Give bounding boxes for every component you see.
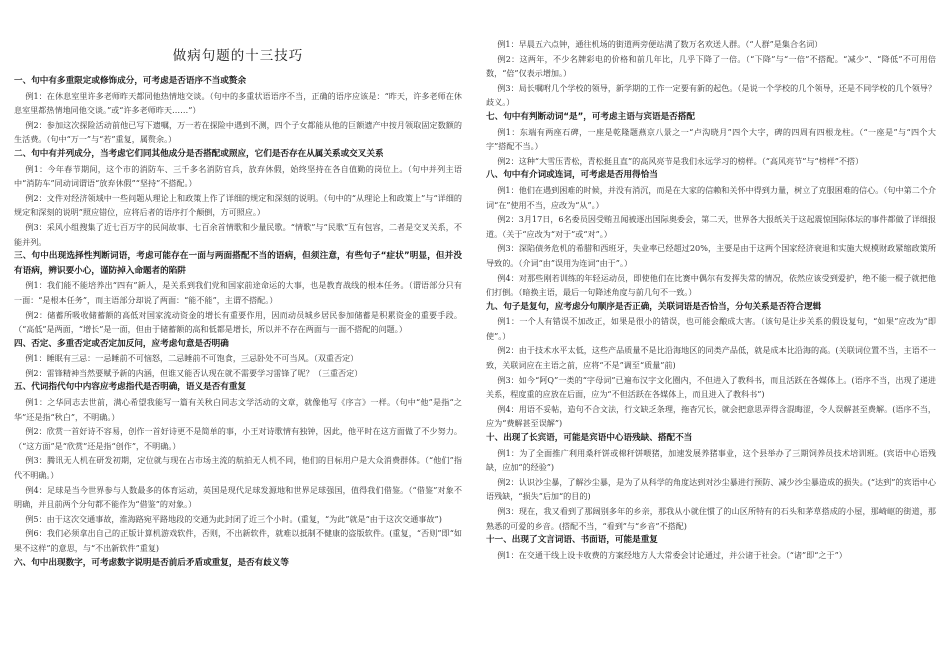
- section-heading: 十一、出现了文言词语、书面语，可能是重复: [486, 535, 658, 546]
- section-heading: 九、句子是复句，应考虑分句顺序是否正确，关联词语是否恰当，分句关系是否符合逻辑: [486, 301, 822, 312]
- example-paragraph: 例1：东端有两座石碑，一座是乾隆题燕京八景之一“卢沟晓月”四个大字，碑的四周有四根龙柱。（“一座是”与“四个大字”搭配不当。）: [486, 126, 936, 152]
- example-paragraph: 例1：一个人有错误不加改正，如果是很小的错误，也可能会酿成大害。（该句是让步关系的假设复句，“如果”应改为“即使”。）: [486, 316, 936, 341]
- example-paragraph: 例1：为了全面推广利用桑秆饼或棉秆饼喂猪，加速发展养猪事业，这个县举办了三期饲养员技术培训班。(宾语中心语残缺，应加“的经验”): [486, 447, 936, 473]
- example-paragraph: 例2：雷锋精神当然要赋予新的内涵，但谁又能否认现在就不需要学习雷锋了呢？（三重否定）: [25, 367, 363, 378]
- example-paragraph: 例2：参加这次探险活动前他已写下遗嘱，万一若在探险中遇到不测，四个子女都能从他的巨额遗产中按月领取固定数额的生活费。（句中“万一”与“若”重复，属赘余。）: [14, 119, 462, 145]
- example-paragraph: 例1：睡眠有三忌：一忌睡前不可恼怒，二忌睡前不可饱食，三忌卧处不可当风。（双重否定）: [25, 353, 359, 364]
- example-paragraph: 例1：我们能不能培养出“四有”新人，是关系到我们党和国家前途命运的大事，也是教育战线的根本任务。（谓语部分只有一面：“是根本任务”，而主语部分却说了两面：“能不能”，主谓不搭配。）: [14, 280, 462, 305]
- example-paragraph: 例1：早晨五六点钟，通往机场的街道两旁便站满了数万名欢送人群。（“人群”是集合名词）: [497, 39, 823, 49]
- section-heading: 三、句中出现选择性判断词语，考虑可能存在一面与两面搭配不当的语病，但须注意，有些句子“症状”明显，但并没有语病，辨识要小心，谨防掉入命题者的陷阱: [14, 251, 462, 276]
- example-paragraph: 例4：足球是当今世界参与人数最多的体育运动，英国是现代足球发源地和世界足球强国，值得我们借鉴。（“借鉴”对象不明确，并且前两个分句都不能作为“借鉴”的对象。）: [14, 484, 462, 510]
- example-paragraph: 例4：用语不妥帖，造句不合文法，行文缺乏条理，拖杳冗长，就会把意思弄得含混晦涩，令人误解甚至费解。(语序不当，应为“费解甚至误解”): [486, 403, 936, 429]
- example-paragraph: 例5：由于这次交通事故，淮海路宛平路地段的交通为此封闭了近三个小时。(重复，“为此”就是“由于这次交通事故”): [25, 513, 442, 524]
- example-paragraph: 例2：这种“大雪压青松，青松挺且直”的高风亮节是我们永远学习的榜样。（“高风亮节”与“榜样”不搭）: [497, 155, 864, 166]
- section-heading: 十、出现了长宾语，可能是宾语中心语残缺、搭配不当: [486, 433, 693, 444]
- section-heading: 六、句中出现数字，可考虑数字说明是否前后矛盾或重复，是否有歧义等: [14, 557, 290, 568]
- right-column: [486, 0, 936, 671]
- document-title: 做病句题的十三技巧: [172, 48, 304, 64]
- section-heading: 四、否定、多重否定或否定加反问，应考虑句意是否明确: [14, 338, 229, 349]
- example-paragraph: 例1：在休息室里许多老师昨天都同他热情地交谈。（句中的多重状语语序不当，正确的语序应该是：“昨天，许多老师在休息室里都热情地同他交谈。”或“许多老师昨天……”）: [14, 90, 462, 116]
- example-paragraph: 例3：腾讯无人机在研发初期，定位就与现在占市场主流的航拍无人机不同，他们的目标用户是大众消费群体。（“他们”指代不明确。）: [14, 455, 462, 481]
- section-heading: 二、句中有并列成分，当考虑它们同其他成分是否搭配或照应，它们是否存在从属关系或交叉关系: [14, 148, 384, 159]
- section-heading: 八、句中有介词或连词，可考虑是否用得恰当: [486, 170, 658, 181]
- example-paragraph: 例4：对那些刚若训练的年轻运动员，即使他们在比赛中偶尔有发挥失常的情况，依然应该受到爱护，绝不能一棍子就把他们打倒。（暗换主语，最后一句降述角度与前几句不一致。）: [486, 272, 936, 298]
- example-paragraph: 例1：他们在遇到困难的时候，并没有消沉，而是在大家的信赖和关怀中得到力量，树立了克服困难的信心。（句中第二个介词“在”使用不当，应改为“从”。）: [486, 184, 936, 210]
- section-heading: 五、代词指代句中内容应考虑指代是否明确，语义是否有重复: [14, 382, 247, 393]
- left-column: [14, 0, 462, 671]
- example-paragraph: 例3：如今“阿Q”一类的“字母词”已遍布汉字文化圈内，不但进入了教科书，而且活跃在各媒体上。(语序不当，出现了递进关系，程度重的应放在后面，应为“不但活跃在各媒体上，而且进入了教科书”): [486, 374, 936, 400]
- section-heading: 一、句中有多重限定或修饰成分，可考虑是否语序不当或赘余: [14, 76, 247, 86]
- example-paragraph: 例3：深陷债务危机的希腊和西班牙，失业率已经超过20%，主要是由于这两个国家经济衰退和实施大规模财政紧缩政策所导致的。（介词“由”误用为连词“由于”。）: [486, 243, 936, 268]
- example-paragraph: 例2：储蓄所吸收储蓄额的高低对国家流动资金的增长有重要作用，因而动员城乡居民参加储蓄是积累资金的重要手段。（“高低”是两面，“增长”是一面，但由于储蓄额的高和低都是增长，所以并不存在两面与一面不搭配的问题。）: [14, 309, 462, 335]
- example-paragraph: 例2：3月17日，6名委员因受贿丑闻被逐出国际奥委会，第二天，世界各大报纸关于这起震惊国际体坛的事件都做了详细报道。（关于“应改为“对于”或“对”。）: [486, 214, 936, 239]
- example-paragraph: 例1：在交通干线上设卡收费的方案经地方人大常委会讨论通过，并公诸于社会。（“诸”即“之于”）: [497, 549, 847, 560]
- example-paragraph: 例3：局长嘱咐几个学校的领导，新学期的工作一定要有新的起色。（是说一个学校的几个领导，还是不同学校的几个领导？歧义。）: [486, 82, 936, 108]
- example-paragraph: 例2：认识沙尘暴，了解沙尘暴，是为了从科学的角度达到对沙尘暴进行预防、减少沙尘暴造成的损失。(“达到”的宾语中心语残缺，“损失”后加“的目的): [486, 476, 936, 502]
- example-paragraph: 例3：现在，我又看到了那阔别多年的乡亲，那我从小就住惯了的山区所特有的石头和茅草搭成的小屋，那崎岖的街道，那熟悉的可爱的乡音。(搭配不当，“看到”与“乡音”不搭配): [486, 506, 936, 531]
- example-paragraph: 例2：欣赏一首好诗不容易，创作一首好诗更不是简单的事，小王对诗歌情有独钟，因此，他平时在这方面做了不少努力。（“这方面”是“欣赏”还是指“创作”，不明确。）: [14, 426, 462, 451]
- example-paragraph: 例2：由于技术水平太低，这些产品质量不是比沿海地区的同类产品低，就是成本比沿海的高。(关联词位置不当，主语不一致，关联词应在主语之前，应将“不是”调至“质量”前): [486, 345, 936, 371]
- example-paragraph: 例1：之华同志去世前，满心希望我能写一篇有关秋白同志文学活动的文章，就像他写《序言》一样。（句中“他”是指“之华”还是指“秋白”，不明确。）: [14, 397, 462, 422]
- example-paragraph: 例3：采风小组搜集了近七百万字的民间故事、七百余首情歌和少量民歌。“情歌”与“民歌”互有包容，二者是交叉关系，不能并列。: [14, 221, 462, 247]
- section-heading: 七、句中有判断动词“是”，可考虑主语与宾语是否搭配: [486, 111, 695, 122]
- example-paragraph: 例2：文件对经济领域中一些问题从理论上和政策上作了详细的规定和深刻的说明。（句中的“从理论上和政策上”与“详细的规定和深刻的说明”照应错位，应将后者的语序打个颠倒，方可照应。）: [14, 192, 462, 218]
- example-paragraph: 例1：今年春节期间，这个市的消防车、三千多名消防官兵，放弃休假，始终坚持在各自值勤的岗位上。（句中并列主语中“消防车”同动词谓语“放弃休假”“坚持”不搭配。）: [14, 163, 462, 189]
- example-paragraph: 例2：这两年，不少名牌彩电的价格和前几年比，几乎下降了一倍。（“下降”与“一倍”不搭配。“减少”、“降低”不可用倍数，“倍”仅表示增加。）: [486, 53, 936, 79]
- example-paragraph: 例6：我们必须拿出自己的正版计算机游戏软件，否则，不出新软件，就难以抵制不健康的盗版软件。(重复，“否则”即“如果不这样”的意思，与“不出新软件”重复): [14, 528, 462, 553]
